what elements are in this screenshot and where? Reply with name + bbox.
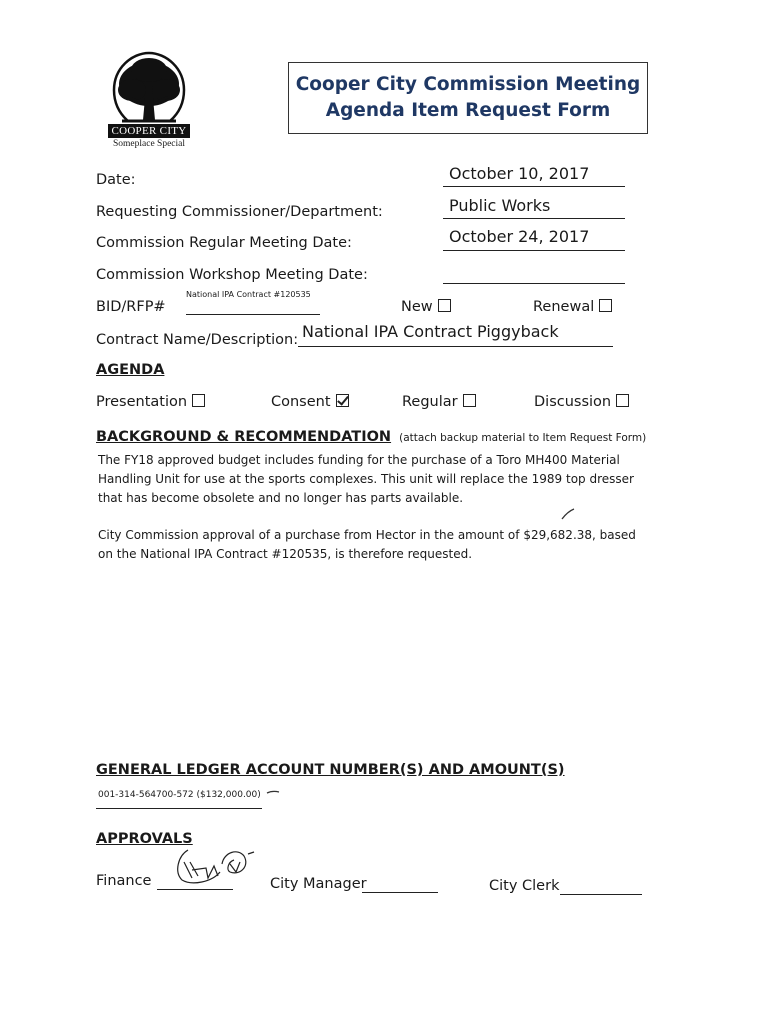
- agenda-heading: AGENDA: [96, 362, 165, 378]
- pen-dash-mark: [266, 789, 280, 795]
- ledger-entry: 001-314-564700-572 ($132,000.00): [98, 790, 261, 800]
- city-clerk-signature-line[interactable]: [560, 878, 642, 895]
- date-value: October 10, 2017: [449, 164, 590, 183]
- bid-field[interactable]: [186, 290, 320, 315]
- new-option[interactable]: [401, 299, 451, 315]
- contract-label: Contract Name/Description:: [96, 332, 299, 348]
- requesting-label: Requesting Commissioner/Department:: [96, 204, 383, 220]
- bid-value: National IPA Contract #120535: [186, 290, 311, 299]
- date-label: Date:: [96, 172, 136, 188]
- requesting-value: Public Works: [449, 196, 551, 215]
- finance-signature: [168, 842, 258, 888]
- regular-option[interactable]: [402, 394, 476, 410]
- contract-field[interactable]: [298, 321, 613, 347]
- renewal-checkbox[interactable]: [599, 299, 612, 312]
- ledger-entry-field: [96, 787, 262, 809]
- city-manager-label: City Manager: [270, 876, 367, 892]
- renewal-label: Renewal: [533, 299, 595, 315]
- new-checkbox[interactable]: [438, 299, 451, 312]
- presentation-label: Presentation: [96, 394, 188, 410]
- city-logo: [108, 50, 190, 149]
- date-field[interactable]: [443, 162, 625, 187]
- background-heading-row: [96, 426, 646, 445]
- consent-option[interactable]: [271, 394, 349, 410]
- form-title-line1: Cooper City Commission Meeting: [295, 74, 641, 95]
- consent-label: Consent: [271, 394, 331, 410]
- approvals-heading: APPROVALS: [96, 831, 193, 847]
- background-note: (attach backup material to Item Request Form): [399, 432, 647, 444]
- workshop-meeting-field[interactable]: [443, 259, 625, 284]
- regular-label: Regular: [402, 394, 458, 410]
- city-seal-banner: COOPER CITY: [108, 124, 190, 138]
- ledger-heading: GENERAL LEDGER ACCOUNT NUMBER(S) AND AMOUNT(S): [96, 762, 565, 778]
- requesting-field[interactable]: [443, 194, 625, 219]
- finance-label: Finance: [96, 873, 152, 889]
- form-title-line2: Agenda Item Request Form: [325, 100, 611, 121]
- oak-tree-icon: [108, 50, 190, 132]
- pen-tick-mark: [561, 508, 575, 520]
- consent-checkbox[interactable]: [336, 394, 349, 407]
- regular-checkbox[interactable]: [463, 394, 476, 407]
- discussion-option[interactable]: [534, 394, 629, 410]
- city-clerk-label: City Clerk: [489, 878, 560, 894]
- presentation-checkbox[interactable]: [192, 394, 205, 407]
- tagline: Someplace Special: [112, 139, 185, 149]
- bid-label: BID/RFP#: [96, 299, 166, 315]
- city-manager-signature-line[interactable]: [362, 876, 438, 893]
- background-paragraph-2: City Commission approval of a purchase from Hector in the amount of $29,682.38, based on the National IPA Contract #120535, is therefore requested.: [98, 528, 636, 561]
- regular-meeting-value: October 24, 2017: [449, 227, 590, 246]
- background-paragraph-1: The FY18 approved budget includes funding for the purchase of a Toro MH400 Material Handling Unit for use at the sports complexes. This unit will replace the 1989 top dresser that has become obsolete and no longer has parts available.: [98, 453, 634, 505]
- regular-meeting-label: Commission Regular Meeting Date:: [96, 235, 352, 251]
- discussion-label: Discussion: [534, 394, 612, 410]
- workshop-meeting-label: Commission Workshop Meeting Date:: [96, 267, 368, 283]
- background-heading: BACKGROUND & RECOMMENDATION: [96, 429, 392, 445]
- renewal-option[interactable]: [533, 299, 612, 315]
- discussion-checkbox[interactable]: [616, 394, 629, 407]
- contract-value: National IPA Contract Piggyback: [302, 322, 559, 341]
- presentation-option[interactable]: [96, 394, 205, 410]
- regular-meeting-field[interactable]: [443, 226, 625, 251]
- new-label: New: [401, 299, 433, 315]
- form-title-box: [288, 62, 648, 134]
